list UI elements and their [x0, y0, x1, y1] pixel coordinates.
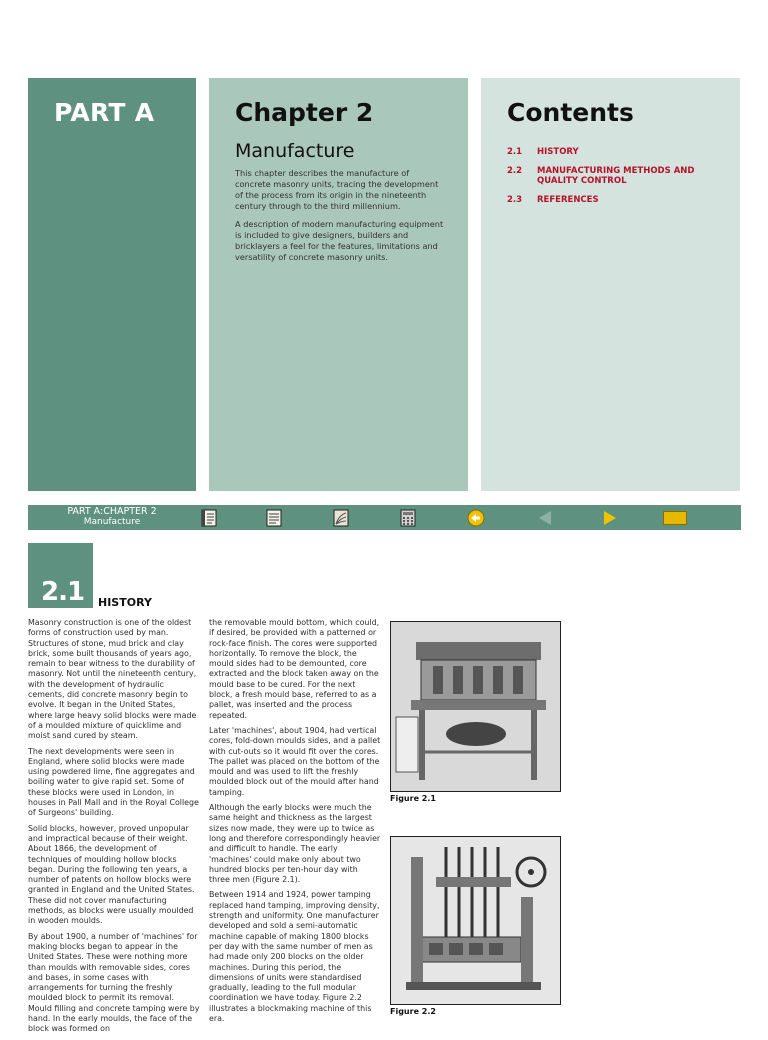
navbar-chapter-title: PART A:CHAPTER 2 [67, 506, 157, 517]
contents-item-number: 2.3 [507, 195, 523, 205]
chapter-description-paragraph: A description of modern manufacturing equipment is included to give designers, builders and bricklayers a feel for the features, limitations and versatility of concrete masonry units. [235, 219, 444, 262]
contents-list [507, 147, 727, 214]
body-paragraph: Although the early blocks were much the same height and thickness as the largest sizes now made, they were up to twice as long and therefore correspondingly heavier and difficult to handle. The early 'machines' could make only about two hundred blocks per ten-hour day with three men (Figure 2.1). [209, 803, 381, 885]
exit-icon[interactable] [662, 508, 687, 527]
contents-link-manufacturing-methods[interactable] [507, 166, 727, 186]
brochure-icon[interactable] [331, 508, 351, 527]
contents-item-number: 2.1 [507, 147, 523, 157]
navigation-bar [28, 505, 741, 530]
blockmaking-machine-illustration [391, 837, 560, 1004]
contents-item-label: HISTORY [537, 147, 579, 157]
section-number: 2.1 [41, 577, 85, 607]
navbar-chapter-subtitle: Manufacture [83, 517, 141, 527]
figure-block-mould-machine [390, 621, 561, 792]
body-paragraph: Solid blocks, however, proved unpopular and impractical because of their weight. About 1866, the development of techniques of moulding hollow blocks began. During the following ten years, a number of patents on hollow blocks were granted in England and the United States. These did not cover manufacturing methods, as blocks were usually moulded in wooden moulds. [28, 823, 195, 926]
chapter-title: Chapter 2 [235, 98, 374, 127]
chapter-description-paragraph: This chapter describes the manufacture of concrete masonry units, tracing the development of the process from its origin in the nineteenth century through to the third millennium. [235, 168, 439, 211]
contents-item-label: REFERENCES [537, 195, 599, 205]
back-icon[interactable] [466, 508, 486, 527]
body-paragraph: the removable mould bottom, which could, if desired, be provided with a patterned or rock-face finish. The cores were supported horizontally. To remove the block, the mould sides had to be demounted, core extracted and the block taken away on the mould base to be cured. For the next block, a fresh mould base, referred to as a pallet, was inserted and the process repeated. [209, 618, 380, 720]
block-mould-machine-illustration [391, 622, 560, 791]
section-number-box [28, 543, 93, 608]
body-paragraph: The next developments were seen in England, where solid blocks were made using powdered lime, fine aggregates and boiling water to give rapid set. Some of these blocks were used in London, in houses in Pall Mall and in the Royal College of Surgeons' building. [28, 746, 199, 818]
body-paragraph: Between 1914 and 1924, power tamping replaced hand tamping, improving density, strength and uniformity. One manufacturer developed and sold a semi-automatic machine capable of making 1800 blocks per day with the same number of men as had made only 200 blocks on the older machines. During this period, the dimensions of units were standardised gradually, leading to the full modular coordination we have today. Figure 2.2 illustrates a blockmaking machine of this era. [209, 890, 380, 1023]
chapter-subtitle: Manufacture [235, 140, 355, 162]
contents-item-number: 2.2 [507, 166, 523, 176]
body-column-1 [28, 618, 200, 1040]
part-title: PART A [54, 98, 155, 127]
next-page-icon[interactable] [600, 508, 620, 527]
body-paragraph: Masonry construction is one of the oldest forms of construction used by man. Structures of stone, mud brick and clay brick, some built thousands of years ago, remain to bear witness to the durability of masonry. Not until the nineteenth century, with the development of hydraulic cements, did concrete masonry begin to evolve. It began in the United States, where large heavy solid blocks were made of a moulded mixture of quicklime and moist sand cured by steam. [28, 618, 197, 741]
body-column-2 [209, 618, 381, 1029]
calculator-icon[interactable] [398, 508, 418, 527]
figure-caption: Figure 2.2 [390, 1007, 436, 1016]
contents-title: Contents [507, 98, 634, 127]
contents-link-history[interactable] [507, 147, 727, 157]
section-title: HISTORY [98, 596, 152, 609]
body-paragraph: Later 'machines', about 1904, had vertical cores, fold-down moulds sides, and a pallet with cut-outs so it would fit over the cores. The pallet was placed on the bottom of the mould and was used to lift the freshly moulded block out of the mould after hand tamping. [209, 725, 381, 797]
document-icon[interactable] [264, 508, 284, 527]
body-paragraph: By about 1900, a number of 'machines' for making blocks began to appear in the United States. These were nothing more than moulds with removable sides, cores and bases, in some cases with arrangements for turning the freshly moulded block to permit its removal. Mould filling and concrete tamping were by hand. In the early moulds, the face of the block was formed on [28, 931, 200, 1034]
contents-panel [481, 78, 740, 491]
previous-page-icon[interactable] [535, 508, 555, 527]
part-panel [28, 78, 196, 491]
figure-blockmaking-machine [390, 836, 561, 1005]
navbar-chapter-label [28, 506, 196, 528]
contents-page-icon[interactable] [199, 508, 219, 527]
chapter-description [235, 168, 447, 270]
contents-link-references[interactable] [507, 195, 727, 205]
contents-item-label: MANUFACTURING METHODS AND QUALITY CONTROL [537, 166, 695, 186]
chapter-panel [209, 78, 468, 491]
figure-caption: Figure 2.1 [390, 794, 436, 803]
